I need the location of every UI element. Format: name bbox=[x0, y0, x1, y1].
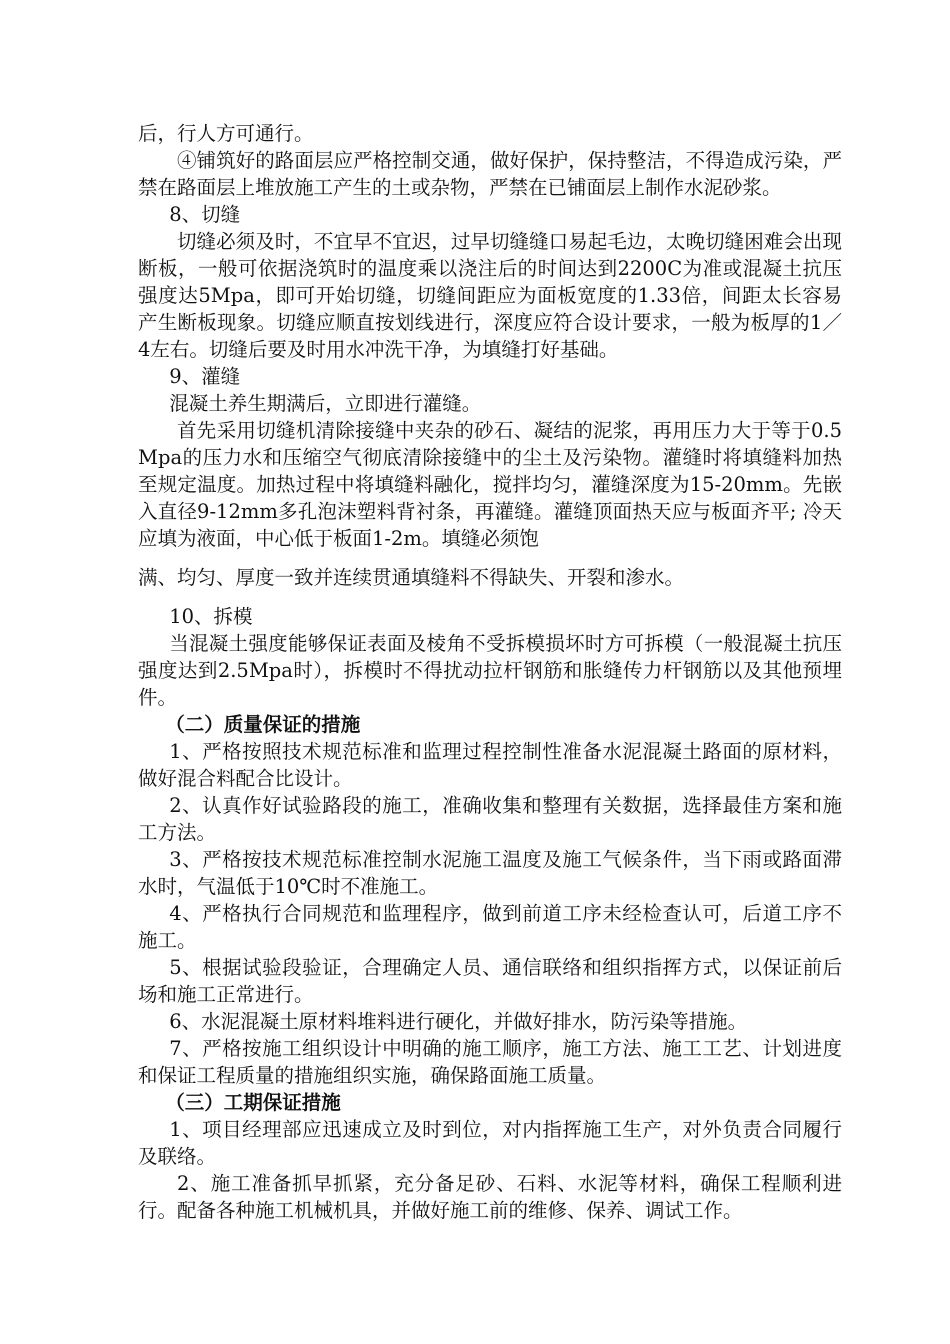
list-item: 5、根据试验段验证，合理确定人员、通信联络和组织指挥方式，以保证前后场和施工正常进行。 bbox=[138, 956, 842, 1006]
list-item: 2、认真作好试验路段的施工，准确收集和整理有关数据，选择最佳方案和施工方法。 bbox=[138, 794, 842, 844]
section-heading-9: 9、灌缝 bbox=[169, 365, 241, 388]
document-page bbox=[138, 120, 842, 1224]
section-title-quality: （二）质量保证的措施 bbox=[165, 713, 361, 736]
list-item: 6、水泥混凝土原材料堆料进行硬化，并做好排水，防污染等措施。 bbox=[169, 1010, 748, 1033]
paragraph: 满、均匀、厚度一致并连续贯通填缝料不得缺失、开裂和渗水。 bbox=[138, 566, 685, 589]
paragraph: 后，行人方可通行。 bbox=[138, 122, 314, 145]
section-title-schedule: （三）工期保证措施 bbox=[165, 1091, 341, 1114]
section-heading-10: 10、拆模 bbox=[169, 605, 253, 628]
section-heading-8: 8、切缝 bbox=[169, 203, 241, 226]
paragraph: 混凝土养生期满后，立即进行灌缝。 bbox=[169, 392, 482, 415]
list-item: 1、项目经理部应迅速成立及时到位，对内指挥施工生产，对外负责合同履行及联络。 bbox=[138, 1118, 842, 1168]
list-item: 3、严格按技术规范标准控制水泥施工温度及施工气候条件，当下雨或路面滞水时，气温低于10℃时不准施工。 bbox=[138, 848, 842, 898]
list-item: 1、严格按照技术规范标准和监理过程控制性准备水泥混凝土路面的原材料，做好混合料配合比设计。 bbox=[138, 740, 842, 790]
paragraph: ④铺筑好的路面层应严格控制交通，做好保护，保持整洁，不得造成污染，严禁在路面层上堆放施工产生的土或杂物，严禁在已铺面层上制作水泥砂浆。 bbox=[138, 149, 842, 199]
list-item: 2、施工准备抓早抓紧，充分备足砂、石料、水泥等材料，确保工程顺利进行。配备各种施工机械机具，并做好施工前的维修、保养、调试工作。 bbox=[138, 1172, 842, 1222]
paragraph: 切缝必须及时，不宜早不宜迟，过早切缝缝口易起毛边，太晚切缝困难会出现断板，一般可依据浇筑时的温度乘以浇注后的时间达到2200C为准或混凝土抗压强度达5Mpa，即可开始切缝，切缝间距应为面板宽度的1.33倍，间距太长容易产生断板现象。切缝应顺直按划线进行，深度应符合设计要求，一般为板厚的1／4左右。切缝后要及时用水冲洗干净，为填缝打好基础。 bbox=[138, 230, 842, 361]
paragraph: 首先采用切缝机清除接缝中夹杂的砂石、凝结的泥浆，再用压力大于等于0.5Mpa的压力水和压缩空气彻底清除接缝中的尘土及污染物。灌缝时将填缝料加热至规定温度。加热过程中将填缝料融化，搅拌均匀，灌缝深度为15-20mm。先嵌入直径9-12mm多孔泡沫塑料背衬条，再灌缝。灌缝顶面热天应与板面齐平; 冷天应填为液面，中心低于板面1-2m。填缝必须饱 bbox=[138, 419, 842, 550]
list-item: 7、严格按施工组织设计中明确的施工顺序，施工方法、施工工艺、计划进度和保证工程质量的措施组织实施，确保路面施工质量。 bbox=[138, 1037, 842, 1087]
paragraph: 当混凝土强度能够保证表面及棱角不受拆模损坏时方可拆模（一般混凝土抗压强度达到2.5Mpa时），拆模时不得扰动拉杆钢筋和胀缝传力杆钢筋以及其他预埋件。 bbox=[138, 632, 842, 709]
list-item: 4、严格执行合同规范和监理程序，做到前道工序未经检查认可，后道工序不施工。 bbox=[138, 902, 842, 952]
